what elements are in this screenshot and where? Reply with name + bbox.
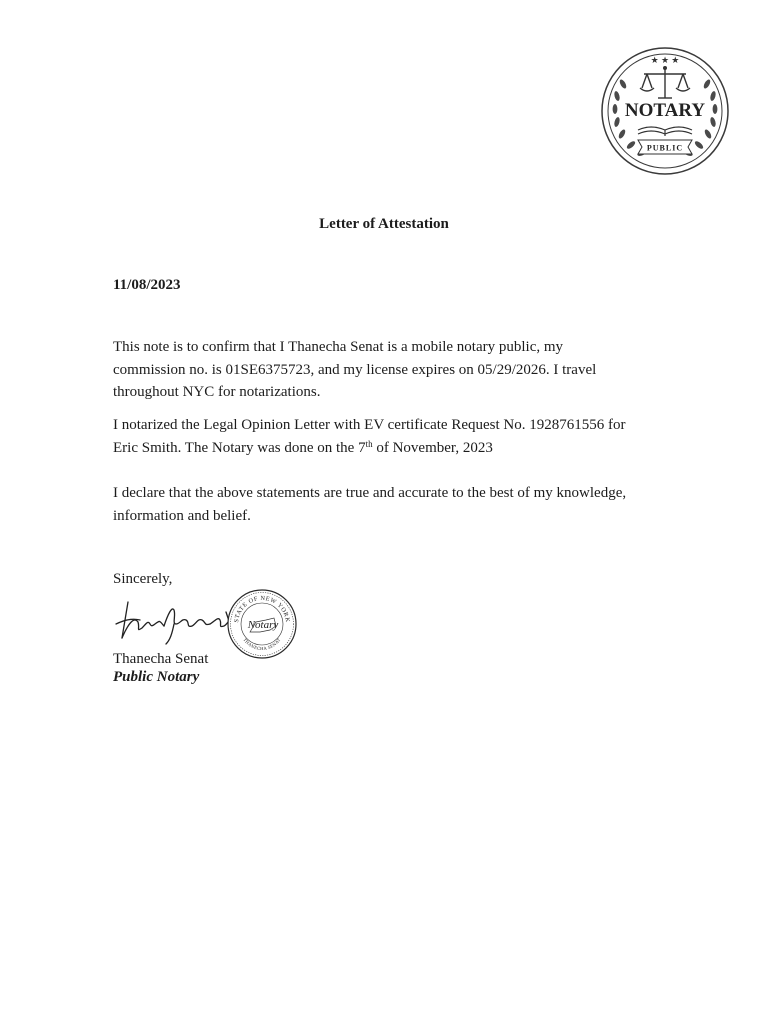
stamp-ring-text: STATE OF NEW YORK — [232, 594, 292, 624]
ordinal-suffix: th — [365, 438, 373, 449]
signer-name: Thanecha Senat — [113, 651, 209, 667]
paragraph-notarization-text: I notarized the Legal Opinion Letter with EV certificate Request No. 1928761556 for Eric Smith. The Notary was done on the 7 — [113, 417, 626, 456]
paragraph-notarization-end: of November, 2023 — [372, 439, 493, 456]
notary-stamp — [226, 588, 298, 660]
svg-text:★ ★ ★: ★ ★ ★ — [650, 55, 680, 65]
closing-salutation: Sincerely, — [113, 571, 173, 587]
letter-title: Letter of Attestation — [319, 216, 449, 232]
stamp-bottom-text: THANECHA SENAT — [242, 637, 282, 652]
emblem-title: NOTARY — [624, 100, 706, 121]
stamp-center-text: Notary — [247, 619, 279, 631]
paragraph-commission: This note is to confirm that I Thanecha Senat is a mobile notary public, my commission no. is 01SE6375723, and my license expires on 05/29/2026. I travel throughout NYC for notarizations. — [113, 339, 597, 400]
signer-title: Public Notary — [113, 669, 200, 685]
paragraph-notarization — [113, 414, 653, 459]
emblem-subtitle: PUBLIC — [646, 143, 684, 153]
paragraph-declaration: I declare that the above statements are true and accurate to the best of my knowledge, information and belief. — [113, 485, 627, 524]
letter-date: 11/08/2023 — [113, 277, 181, 293]
handwritten-signature — [114, 594, 238, 650]
notary-public-emblem — [600, 46, 730, 176]
